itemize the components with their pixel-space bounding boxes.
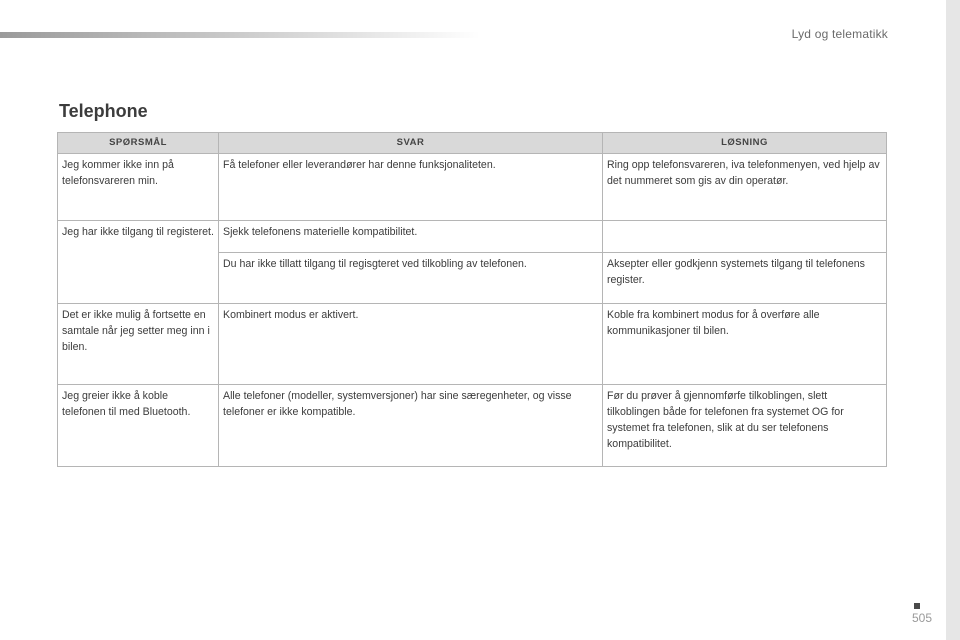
page-edge-strip: [946, 0, 960, 640]
section-label: Lyd og telematikk: [791, 27, 888, 41]
column-header-answer: SVAR: [219, 133, 603, 154]
solution-cell: [603, 221, 887, 253]
page-title: Telephone: [59, 101, 148, 121]
solution-cell: Før du prøver å gjennomførfe tilkoblingen, slett tilkoblingen både for telefonen fra systemet OG for systemet fra telefonen, slik at du ser telefonens kompatibilitet.: [603, 385, 887, 467]
solution-cell: Koble fra kombinert modus for å overføre alle kommunikasjoner til bilen.: [603, 304, 887, 385]
answer-cell: Kombinert modus er aktivert.: [219, 304, 603, 385]
table-row: [58, 304, 887, 385]
question-cell: Jeg kommer ikke inn på telefonsvareren min.: [58, 154, 219, 221]
header-gradient-bar: [0, 32, 480, 38]
table-row: [58, 154, 887, 221]
answer-cell: Du har ikke tillatt tilgang til regisgteret ved tilkobling av telefonen.: [219, 253, 603, 304]
answer-cell: Sjekk telefonens materielle kompatibilitet.: [219, 221, 603, 253]
table-row: [58, 221, 887, 253]
footer-square-marker: [914, 603, 920, 609]
solution-cell: Ring opp telefonsvareren, iva telefonmenyen, ved hjelp av det nummeret som gis av din operatør.: [603, 154, 887, 221]
faq-table: [57, 132, 887, 467]
solution-cell: Aksepter eller godkjenn systemets tilgang til telefonens register.: [603, 253, 887, 304]
answer-cell: Få telefoner eller leverandører har denne funksjonaliteten.: [219, 154, 603, 221]
column-header-solution: LØSNING: [603, 133, 887, 154]
page-number: 505: [912, 611, 933, 625]
table-header-row: [58, 133, 887, 154]
table-row: [58, 385, 887, 467]
question-cell: Jeg greier ikke å koble telefonen til med Bluetooth.: [58, 385, 219, 467]
question-cell: Jeg har ikke tilgang til registeret.: [58, 221, 219, 304]
question-cell: Det er ikke mulig å fortsette en samtale når jeg setter meg inn i bilen.: [58, 304, 219, 385]
column-header-question: SPØRSMÅL: [58, 133, 219, 154]
answer-cell: Alle telefoner (modeller, systemversjoner) har sine særegenheter, og visse telefoner er ikke kompatible.: [219, 385, 603, 467]
